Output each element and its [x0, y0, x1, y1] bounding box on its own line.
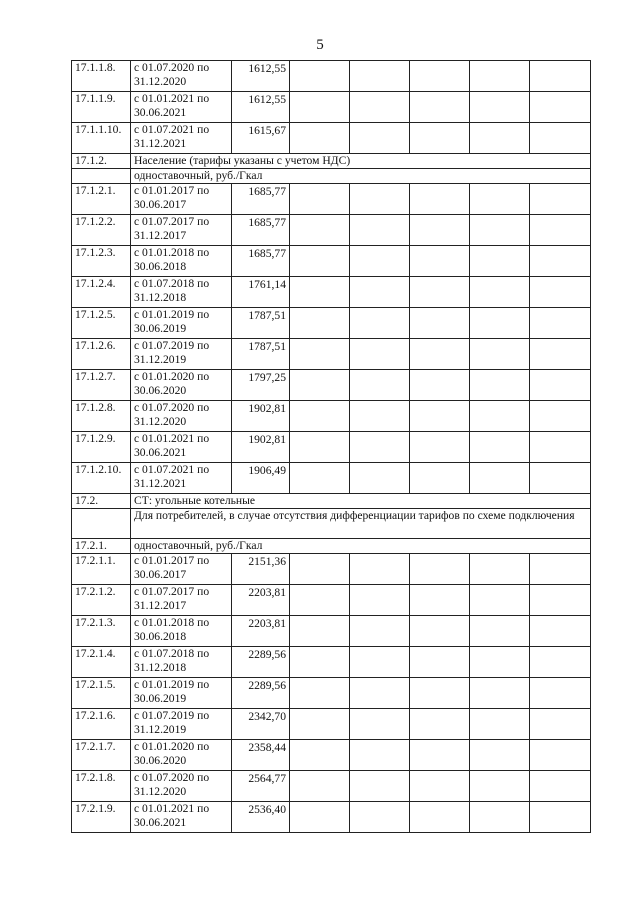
row-code: 17.1.2.2.	[72, 215, 131, 246]
period-start: с 01.07.2018 по	[134, 277, 210, 290]
empty-cell	[350, 647, 410, 678]
tariff-row	[72, 554, 591, 585]
period-end: 30.06.2021	[134, 106, 187, 119]
period-start: с 01.07.2019 по	[134, 709, 210, 722]
row-value: 2203,81	[232, 585, 290, 616]
empty-cell	[530, 585, 591, 616]
empty-cell	[350, 802, 410, 833]
empty-cell	[530, 709, 591, 740]
empty-cell	[530, 678, 591, 709]
period-start: с 01.01.2021 по	[134, 92, 210, 105]
tariff-row	[72, 215, 591, 246]
empty-cell	[470, 215, 530, 246]
empty-cell	[350, 401, 410, 432]
empty-cell	[350, 585, 410, 616]
empty-cell	[410, 246, 470, 277]
period-start: с 01.01.2017 по	[134, 184, 210, 197]
tariff-row	[72, 709, 591, 740]
row-period	[131, 616, 232, 647]
period-end: 30.06.2021	[134, 446, 187, 459]
empty-cell	[410, 554, 470, 585]
period-end: 30.06.2019	[134, 322, 187, 335]
empty-cell	[410, 740, 470, 771]
row-code: 17.1.1.10.	[72, 123, 131, 154]
empty-cell	[470, 92, 530, 123]
empty-cell	[290, 709, 350, 740]
row-period	[131, 432, 232, 463]
row-code: 17.2.1.8.	[72, 771, 131, 802]
row-value: 1797,25	[232, 370, 290, 401]
empty-cell	[470, 123, 530, 154]
empty-cell	[470, 585, 530, 616]
empty-cell	[410, 616, 470, 647]
period-start: с 01.01.2021 по	[134, 432, 210, 445]
empty-cell	[290, 678, 350, 709]
empty-cell	[530, 554, 591, 585]
empty-cell	[350, 61, 410, 92]
empty-cell	[290, 61, 350, 92]
row-code: 17.2.	[72, 494, 131, 509]
period-start: с 01.07.2019 по	[134, 339, 210, 352]
row-period	[131, 678, 232, 709]
period-end: 31.12.2018	[134, 661, 187, 674]
empty-cell	[290, 401, 350, 432]
empty-cell	[470, 61, 530, 92]
tariff-row	[72, 432, 591, 463]
empty-cell	[290, 771, 350, 802]
empty-cell	[350, 92, 410, 123]
period-start: с 01.07.2020 по	[134, 61, 210, 74]
empty-cell	[290, 647, 350, 678]
empty-cell	[290, 246, 350, 277]
tariff-row	[72, 61, 591, 92]
row-period	[131, 709, 232, 740]
empty-cell	[350, 432, 410, 463]
empty-cell	[410, 401, 470, 432]
row-code: 17.2.1.4.	[72, 647, 131, 678]
empty-cell	[290, 463, 350, 494]
period-end: 31.12.2021	[134, 137, 187, 150]
empty-cell	[290, 802, 350, 833]
tariff-row	[72, 184, 591, 215]
empty-cell	[470, 308, 530, 339]
empty-cell	[470, 246, 530, 277]
row-period	[131, 92, 232, 123]
row-value: 2203,81	[232, 616, 290, 647]
tariff-row	[72, 802, 591, 833]
row-value: 1787,51	[232, 308, 290, 339]
row-code: 17.1.2.	[72, 154, 131, 169]
period-start: с 01.07.2017 по	[134, 215, 210, 228]
row-code: 17.2.1.2.	[72, 585, 131, 616]
row-value: 1685,77	[232, 246, 290, 277]
empty-cell	[290, 432, 350, 463]
empty-cell	[410, 308, 470, 339]
period-end: 31.12.2021	[134, 477, 187, 490]
tariff-row	[72, 246, 591, 277]
empty-cell	[350, 740, 410, 771]
period-start: с 01.07.2017 по	[134, 585, 210, 598]
section-header-row	[72, 169, 591, 184]
empty-cell	[530, 802, 591, 833]
row-period	[131, 740, 232, 771]
tariff-row	[72, 401, 591, 432]
empty-cell	[530, 401, 591, 432]
tariff-row	[72, 123, 591, 154]
row-value: 1902,81	[232, 401, 290, 432]
row-value: 2289,56	[232, 647, 290, 678]
row-code: 17.2.1.3.	[72, 616, 131, 647]
empty-cell	[290, 370, 350, 401]
row-code: 17.2.1.9.	[72, 802, 131, 833]
row-code: 17.1.2.1.	[72, 184, 131, 215]
row-period	[131, 401, 232, 432]
period-start: с 01.07.2020 по	[134, 771, 210, 784]
row-code: 17.2.1.6.	[72, 709, 131, 740]
period-start: с 01.01.2020 по	[134, 740, 210, 753]
row-period	[131, 802, 232, 833]
row-period	[131, 647, 232, 678]
tariff-row	[72, 277, 591, 308]
empty-cell	[410, 432, 470, 463]
empty-cell	[290, 339, 350, 370]
empty-cell	[290, 277, 350, 308]
empty-cell	[470, 709, 530, 740]
period-end: 30.06.2018	[134, 630, 187, 643]
section-title: Население (тарифы указаны с учетом НДС)	[131, 154, 591, 169]
empty-cell	[290, 740, 350, 771]
row-period	[131, 61, 232, 92]
empty-cell	[290, 308, 350, 339]
empty-cell	[290, 184, 350, 215]
period-end: 30.06.2021	[134, 816, 187, 829]
period-start: с 01.07.2021 по	[134, 123, 210, 136]
period-end: 30.06.2018	[134, 260, 187, 273]
tariff-row	[72, 616, 591, 647]
tariff-row	[72, 740, 591, 771]
section-title: Для потребителей, в случае отсутствия дифференциации тарифов по схеме подключения	[131, 509, 591, 539]
empty-cell	[290, 92, 350, 123]
period-end: 31.12.2017	[134, 229, 187, 242]
empty-cell	[530, 184, 591, 215]
row-code: 17.2.1.5.	[72, 678, 131, 709]
row-value: 1685,77	[232, 215, 290, 246]
empty-cell	[350, 339, 410, 370]
empty-cell	[470, 771, 530, 802]
empty-cell	[530, 771, 591, 802]
period-end: 30.06.2017	[134, 568, 187, 581]
empty-cell	[410, 215, 470, 246]
row-period	[131, 246, 232, 277]
empty-cell	[530, 616, 591, 647]
empty-cell	[530, 277, 591, 308]
section-header-row	[72, 539, 591, 554]
empty-cell	[350, 678, 410, 709]
empty-cell	[410, 771, 470, 802]
empty-cell	[410, 277, 470, 308]
empty-cell	[470, 277, 530, 308]
empty-cell	[470, 740, 530, 771]
empty-cell	[530, 246, 591, 277]
period-start: с 01.07.2018 по	[134, 647, 210, 660]
row-period	[131, 215, 232, 246]
empty-cell	[470, 678, 530, 709]
row-value: 1685,77	[232, 184, 290, 215]
period-start: с 01.01.2018 по	[134, 616, 210, 629]
tariff-row	[72, 771, 591, 802]
page-number: 5	[316, 37, 324, 53]
empty-cell	[350, 308, 410, 339]
period-end: 31.12.2019	[134, 353, 187, 366]
empty-cell	[410, 678, 470, 709]
empty-cell	[470, 184, 530, 215]
row-code: 17.1.2.3.	[72, 246, 131, 277]
empty-cell	[410, 61, 470, 92]
empty-cell	[530, 215, 591, 246]
empty-cell	[350, 616, 410, 647]
empty-cell	[290, 616, 350, 647]
row-period	[131, 277, 232, 308]
empty-cell	[530, 61, 591, 92]
empty-cell	[470, 554, 530, 585]
period-end: 31.12.2018	[134, 291, 187, 304]
period-end: 31.12.2020	[134, 785, 187, 798]
empty-cell	[350, 709, 410, 740]
empty-cell	[350, 215, 410, 246]
period-start: с 01.01.2019 по	[134, 678, 210, 691]
period-end: 31.12.2017	[134, 599, 187, 612]
row-value: 2289,56	[232, 678, 290, 709]
period-end: 30.06.2020	[134, 384, 187, 397]
tariff-row	[72, 585, 591, 616]
row-value: 1902,81	[232, 432, 290, 463]
section-header-row	[72, 509, 591, 539]
empty-cell	[410, 647, 470, 678]
row-value: 1787,51	[232, 339, 290, 370]
row-period	[131, 184, 232, 215]
period-end: 31.12.2019	[134, 723, 187, 736]
row-code: 17.1.2.10.	[72, 463, 131, 494]
empty-cell	[290, 123, 350, 154]
row-value: 1906,49	[232, 463, 290, 494]
row-value: 2536,40	[232, 802, 290, 833]
tariff-row	[72, 370, 591, 401]
row-code: 17.1.2.7.	[72, 370, 131, 401]
tariff-row	[72, 339, 591, 370]
row-value: 2564,77	[232, 771, 290, 802]
row-period	[131, 339, 232, 370]
empty-cell	[470, 370, 530, 401]
empty-cell	[290, 554, 350, 585]
empty-cell	[410, 92, 470, 123]
empty-cell	[530, 92, 591, 123]
section-title: СТ: угольные котельные	[131, 494, 591, 509]
period-start: с 01.01.2017 по	[134, 554, 210, 567]
empty-cell	[350, 184, 410, 215]
empty-cell	[470, 647, 530, 678]
empty-cell	[410, 184, 470, 215]
empty-cell	[530, 463, 591, 494]
row-period	[131, 308, 232, 339]
row-code: 17.1.2.4.	[72, 277, 131, 308]
row-period	[131, 123, 232, 154]
row-code: 17.1.2.9.	[72, 432, 131, 463]
row-period	[131, 554, 232, 585]
section-header-row	[72, 494, 591, 509]
row-code	[72, 509, 131, 539]
row-period	[131, 370, 232, 401]
empty-cell	[410, 585, 470, 616]
tariff-row	[72, 647, 591, 678]
empty-cell	[470, 401, 530, 432]
period-start: с 01.01.2020 по	[134, 370, 210, 383]
row-code	[72, 169, 131, 184]
row-code: 17.2.1.1.	[72, 554, 131, 585]
empty-cell	[410, 709, 470, 740]
empty-cell	[350, 246, 410, 277]
row-code: 17.2.1.7.	[72, 740, 131, 771]
row-value: 1615,67	[232, 123, 290, 154]
empty-cell	[470, 339, 530, 370]
empty-cell	[530, 123, 591, 154]
empty-cell	[530, 308, 591, 339]
empty-cell	[410, 123, 470, 154]
row-code: 17.2.1.	[72, 539, 131, 554]
period-start: с 01.07.2021 по	[134, 463, 210, 476]
empty-cell	[410, 463, 470, 494]
period-end: 30.06.2017	[134, 198, 187, 211]
row-period	[131, 771, 232, 802]
tariff-row	[72, 308, 591, 339]
row-period	[131, 463, 232, 494]
row-period	[131, 585, 232, 616]
tariff-row	[72, 463, 591, 494]
row-value: 1761,14	[232, 277, 290, 308]
empty-cell	[530, 740, 591, 771]
empty-cell	[350, 771, 410, 802]
empty-cell	[530, 370, 591, 401]
section-header-row	[72, 154, 591, 169]
period-start: с 01.01.2019 по	[134, 308, 210, 321]
row-value: 1612,55	[232, 92, 290, 123]
empty-cell	[470, 802, 530, 833]
tariff-table	[71, 60, 591, 833]
section-title: одноставочный, руб./Гкал	[131, 169, 591, 184]
row-value: 2151,36	[232, 554, 290, 585]
empty-cell	[350, 370, 410, 401]
empty-cell	[290, 585, 350, 616]
row-code: 17.1.1.8.	[72, 61, 131, 92]
tariff-row	[72, 92, 591, 123]
empty-cell	[470, 616, 530, 647]
empty-cell	[350, 277, 410, 308]
period-end: 31.12.2020	[134, 75, 187, 88]
empty-cell	[350, 123, 410, 154]
empty-cell	[410, 370, 470, 401]
period-end: 30.06.2019	[134, 692, 187, 705]
tariff-row	[72, 678, 591, 709]
empty-cell	[290, 215, 350, 246]
period-start: с 01.01.2021 по	[134, 802, 210, 815]
empty-cell	[410, 339, 470, 370]
empty-cell	[470, 432, 530, 463]
row-value: 2358,44	[232, 740, 290, 771]
empty-cell	[350, 554, 410, 585]
row-code: 17.1.2.6.	[72, 339, 131, 370]
row-code: 17.1.2.8.	[72, 401, 131, 432]
row-code: 17.1.2.5.	[72, 308, 131, 339]
empty-cell	[350, 463, 410, 494]
period-end: 30.06.2020	[134, 754, 187, 767]
empty-cell	[530, 339, 591, 370]
period-start: с 01.01.2018 по	[134, 246, 210, 259]
period-end: 31.12.2020	[134, 415, 187, 428]
row-code: 17.1.1.9.	[72, 92, 131, 123]
tariff-table-body	[72, 61, 591, 833]
empty-cell	[530, 432, 591, 463]
empty-cell	[530, 647, 591, 678]
row-value: 1612,55	[232, 61, 290, 92]
section-title: одноставочный, руб./Гкал	[131, 539, 591, 554]
empty-cell	[470, 463, 530, 494]
period-start: с 01.07.2020 по	[134, 401, 210, 414]
empty-cell	[410, 802, 470, 833]
row-value: 2342,70	[232, 709, 290, 740]
